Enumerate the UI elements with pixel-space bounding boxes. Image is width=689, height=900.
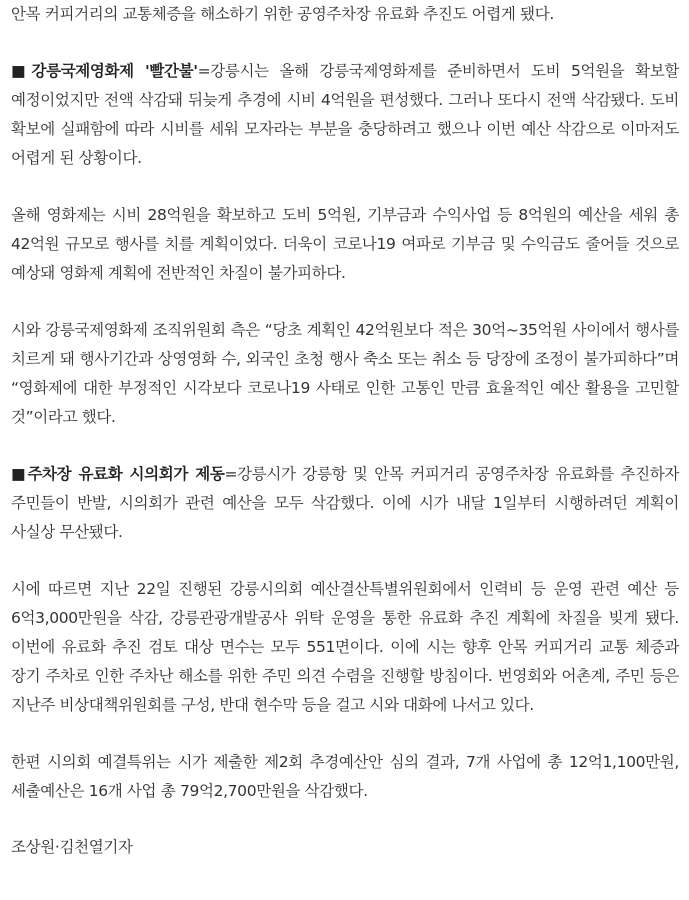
- paragraph-intro: 안목 커피거리의 교통체증을 해소하기 위한 공영주차장 유료화 추진도 어렵게 됐다.: [11, 5, 554, 23]
- section-heading-film-festival: ■강릉국제영화제 '빨간불': [11, 62, 198, 80]
- section-heading-parking: ■주차장 유료화 시의회가 제동: [11, 465, 225, 483]
- section-body-film-festival: =강릉시는 올해 강릉국제영화제를 준비하면서 도비 5억원을 확보할 예정이었지만 전액 삭감돼 뒤늦게 추경에 시비 4억원을 편성했다. 그러나 또다시 전액 삭감됐다. 도비 확보에 실패함에 따라 시비를 세워 모자라는 부분을 충당하려고 했으나 이번 예산 삭감으로 이마저도 어렵게 된 상황이다.: [11, 62, 679, 167]
- paragraph-budget: 올해 영화제는 시비 28억원을 확보하고 도비 5억원, 기부금과 수익사업 등 8억원의 예산을 세워 총 42억원 규모로 행사를 치를 계획이었다. 더욱이 코로나19 여파로 기부금 및 수익금도 줄어들 것으로 예상돼 영화제 계획에 전반적인 차질이 불가피하다.: [11, 206, 679, 282]
- byline: 조상원·김천열기자: [11, 838, 133, 856]
- paragraph-film-festival: [11, 57, 679, 173]
- section-body-parking: =강릉시가 강릉항 및 안목 커피거리 공영주차장 유료화를 추진하자 주민들이 반발, 시의회가 관련 예산을 모두 삭감했다. 이에 시가 내달 1일부터 시행하려던 계획이 사실상 무산됐다.: [11, 465, 679, 541]
- paragraph-parking: [11, 460, 679, 547]
- paragraph-council-cut: 시에 따르면 지난 22일 진행된 강릉시의회 예산결산특별위원회에서 인력비 등 운영 관련 예산 등 6억3,000만원을 삭감, 강릉관광개발공사 위탁 운영을 통한 유료화 추진 계획에 차질을 빚게 됐다. 이번에 유료화 추진 검토 대상 면수는 모두 551면이다. 이에 시는 향후 안목 커피거리 교통 체증과 장기 주차로 인한 주차난 해소를 위한 주민 의견 수렴을 진행할 방침이다. 번영회와 어촌계, 주민 등은 지난주 비상대책위원회를 구성, 반대 현수막 등을 걸고 시와 대화에 나서고 있다.: [11, 580, 679, 714]
- paragraph-supplementary-budget: 한편 시의회 예결특위는 시가 제출한 제2회 추경예산안 심의 결과, 7개 사업에 총 12억1,100만원, 세출예산은 16개 사업 총 79억2,700만원을 삭감했다.: [11, 753, 679, 800]
- paragraph-committee-quote: 시와 강릉국제영화제 조직위원회 측은 “당초 계획인 42억원보다 적은 30억~35억원 사이에서 행사를 치르게 돼 행사기간과 상영영화 수, 외국인 초청 행사 축소 또는 취소 등 당장에 조정이 불가피하다”며 “영화제에 대한 부정적인 시각보다 코로나19 사태로 인한 고통인 만큼 효율적인 예산 활용을 고민할 것”이라고 했다.: [11, 321, 679, 426]
